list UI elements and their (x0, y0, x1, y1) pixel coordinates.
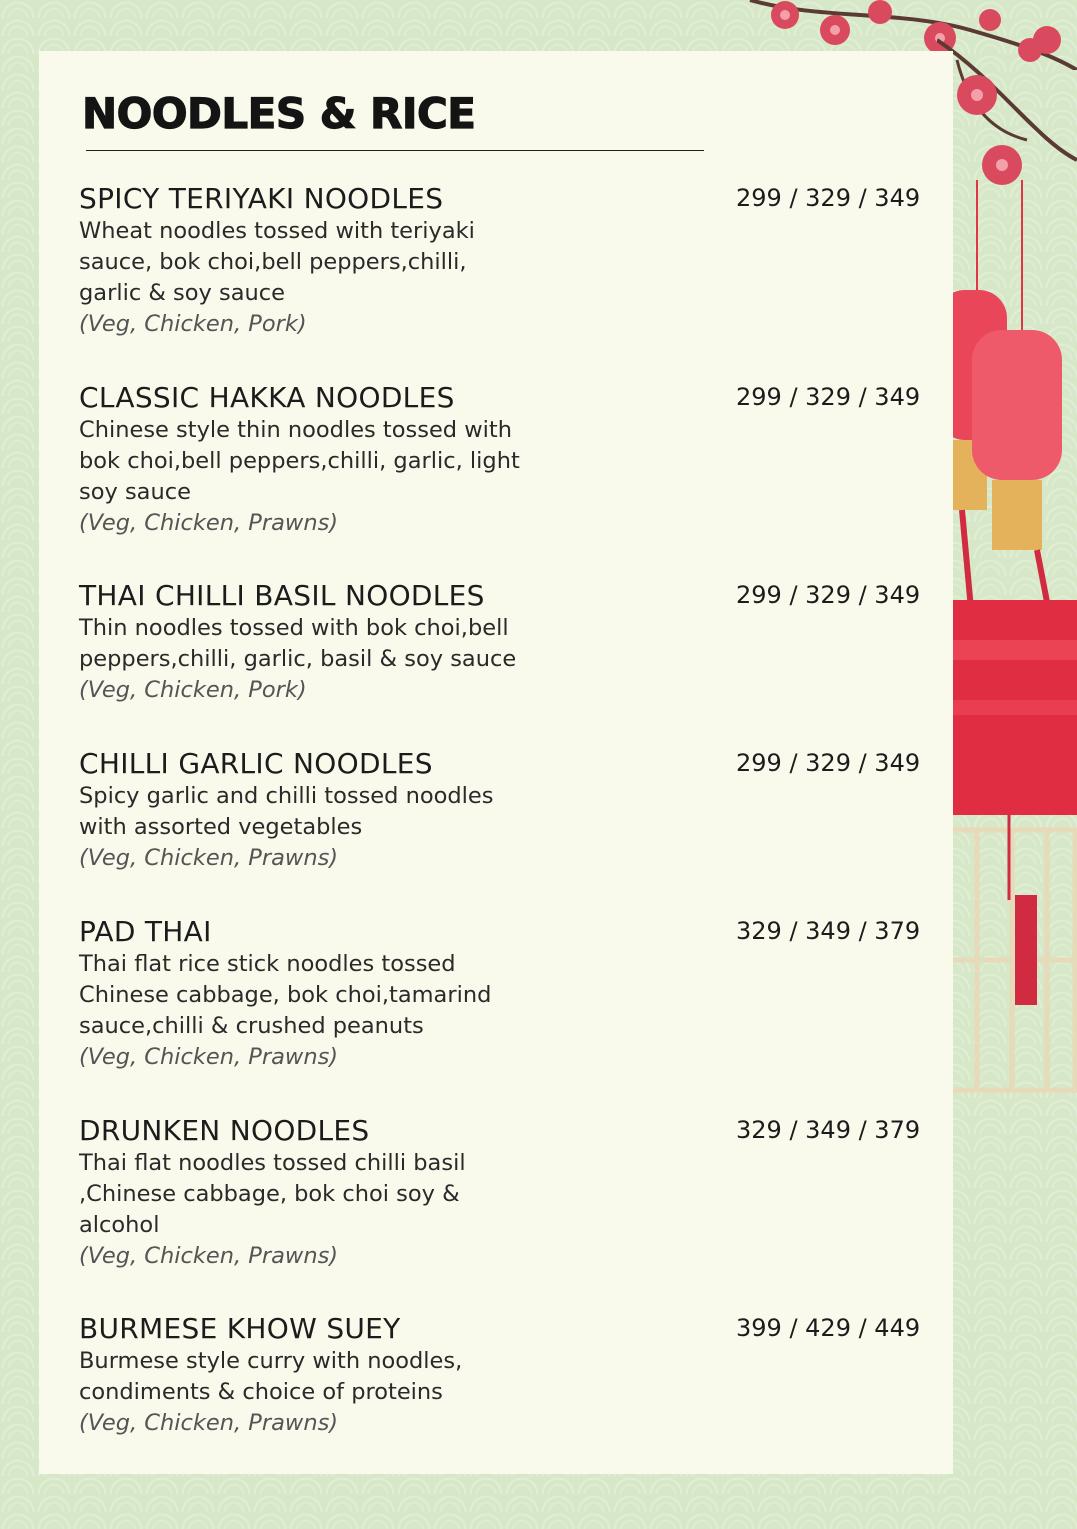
item-price: 329 / 349 / 379 (736, 1116, 921, 1144)
item-description (79, 216, 589, 309)
item-description (79, 949, 589, 1042)
menu-item (79, 579, 939, 706)
description-line: sauce,chilli & crushed peanuts (79, 1013, 424, 1039)
item-description (79, 415, 589, 508)
menu-item (79, 1114, 939, 1272)
item-options: (Veg, Chicken, Prawns) (79, 845, 339, 871)
item-price: 329 / 349 / 379 (736, 917, 921, 945)
item-description (79, 1346, 589, 1408)
description-line: Thai flat rice stick noodles tossed (79, 951, 456, 977)
description-line: Wheat noodles tossed with teriyaki (79, 218, 475, 244)
item-price: 299 / 329 / 349 (736, 581, 921, 609)
description-line: condiments & choice of proteins (79, 1379, 443, 1405)
item-options: (Veg, Chicken, Prawns) (79, 510, 339, 536)
item-name: CHILLI GARLIC NOODLES (79, 747, 433, 780)
menu-item (79, 381, 939, 539)
description-line: garlic & soy sauce (79, 280, 285, 306)
item-name: BURMESE KHOW SUEY (79, 1312, 401, 1345)
item-options: (Veg, Chicken, Prawns) (79, 1044, 339, 1070)
item-name: DRUNKEN NOODLES (79, 1114, 370, 1147)
item-name: SPICY TERIYAKI NOODLES (79, 182, 444, 215)
item-options: (Veg, Chicken, Pork) (79, 311, 307, 337)
title-divider (86, 150, 704, 151)
description-line: with assorted vegetables (79, 814, 363, 840)
description-line: ,Chinese cabbage, bok choi soy & (79, 1181, 460, 1207)
lantern-decoration-icon (937, 0, 1077, 1529)
description-line: bok choi,bell peppers,chilli, garlic, light (79, 448, 520, 474)
menu-item (79, 182, 939, 340)
item-description (79, 613, 589, 675)
menu-item (79, 915, 939, 1073)
description-line: alcohol (79, 1212, 160, 1238)
item-description (79, 1148, 589, 1241)
item-name: THAI CHILLI BASIL NOODLES (79, 579, 485, 612)
description-line: Chinese cabbage, bok choi,tamarind (79, 982, 492, 1008)
description-line: Burmese style curry with noodles, (79, 1348, 463, 1374)
description-line: soy sauce (79, 479, 191, 505)
description-line: Chinese style thin noodles tossed with (79, 417, 512, 443)
menu-item (79, 747, 939, 874)
description-line: sauce, bok choi,bell peppers,chilli, (79, 249, 467, 275)
page-title: NOODLES & RICE (82, 89, 476, 138)
item-name: PAD THAI (79, 915, 212, 948)
item-options: (Veg, Chicken, Prawns) (79, 1243, 339, 1269)
item-price: 299 / 329 / 349 (736, 383, 921, 411)
description-line: peppers,chilli, garlic, basil & soy sauce (79, 646, 517, 672)
item-price: 299 / 329 / 349 (736, 184, 921, 212)
item-price: 399 / 429 / 449 (736, 1314, 921, 1342)
menu-card (39, 51, 953, 1474)
description-line: Thai flat noodles tossed chilli basil (79, 1150, 466, 1176)
menu-item (79, 1312, 939, 1439)
item-options: (Veg, Chicken, Prawns) (79, 1410, 339, 1436)
description-line: Spicy garlic and chilli tossed noodles (79, 783, 494, 809)
description-line: Thin noodles tossed with bok choi,bell (79, 615, 509, 641)
item-name: CLASSIC HAKKA NOODLES (79, 381, 455, 414)
item-description (79, 781, 589, 843)
item-price: 299 / 329 / 349 (736, 749, 921, 777)
item-options: (Veg, Chicken, Pork) (79, 677, 307, 703)
